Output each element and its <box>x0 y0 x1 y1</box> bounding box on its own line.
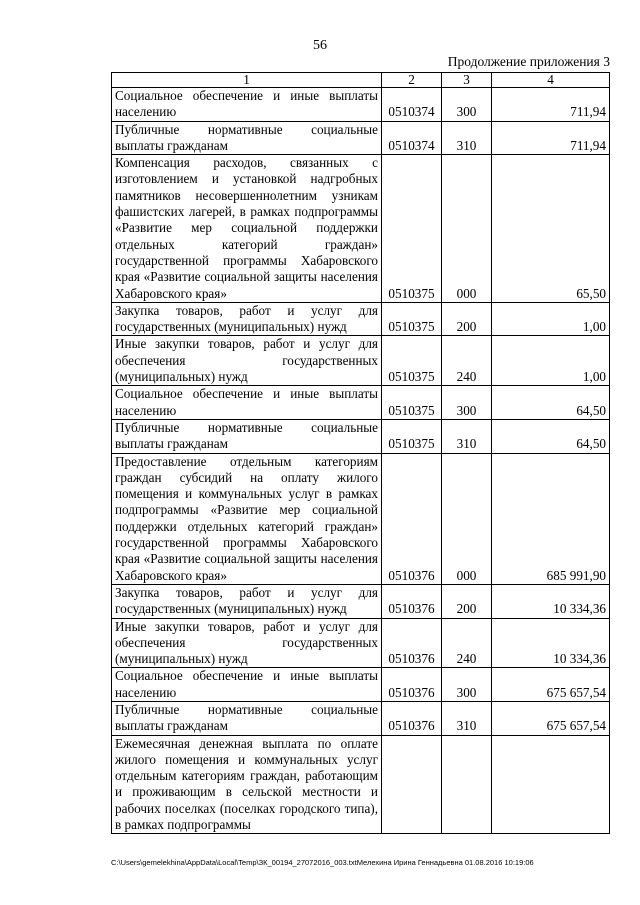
row-target-code: 0510375 <box>382 336 442 386</box>
row-amount: 711,94 <box>492 121 610 155</box>
row-name: Компенсация расходов, связанных с изготовлением и установкой надгробных памятников несовершеннолетним узникам фашистских лагерей, в рамках подпрограммы «Развитие мер социальной поддержки отдельных категорий граждан» государственной программы Хабаровского края «Развитие социальной защиты населения Хабаровского края» <box>112 155 382 303</box>
row-target-code: 0510375 <box>382 155 442 303</box>
row-expense-type: 310 <box>442 419 492 453</box>
row-amount: 1,00 <box>492 336 610 386</box>
row-amount: 65,50 <box>492 155 610 303</box>
row-name: Ежемесячная денежная выплата по оплате жилого помещения и коммунальных услуг отдельным категориям граждан, работающим и проживающим в сельской местности и рабочих поселках (поселках городского типа), в рамках подпрограммы <box>112 735 382 834</box>
table-body <box>112 88 610 834</box>
table-row <box>112 735 610 834</box>
row-name: Иные закупки товаров, работ и услуг для обеспечения государственных (муниципальных) нужд <box>112 336 382 386</box>
table-row <box>112 701 610 735</box>
footer-file-path: C:\Users\gemelekhina\AppData\Local\Temp\ЗК_00194_27072016_003.txtМелехина Ирина Геннадьевна 01.08.2016 10:19:06 <box>111 858 534 867</box>
row-target-code: 0510375 <box>382 419 442 453</box>
row-amount: 64,50 <box>492 419 610 453</box>
row-name: Иные закупки товаров, работ и услуг для обеспечения государственных (муниципальных) нужд <box>112 618 382 668</box>
row-name: Публичные нормативные социальные выплаты гражданам <box>112 419 382 453</box>
row-expense-type: 310 <box>442 701 492 735</box>
row-amount: 1,00 <box>492 302 610 336</box>
table-row <box>112 155 610 303</box>
table-row <box>112 302 610 336</box>
row-target-code: 0510375 <box>382 386 442 420</box>
row-expense-type: 240 <box>442 336 492 386</box>
row-name: Публичные нормативные социальные выплаты гражданам <box>112 121 382 155</box>
row-expense-type: 000 <box>442 155 492 303</box>
column-header-1: 1 <box>112 73 382 88</box>
budget-table <box>111 72 610 834</box>
row-target-code: 0510376 <box>382 453 442 584</box>
row-name: Социальное обеспечение и иные выплаты населению <box>112 668 382 702</box>
row-expense-type: 310 <box>442 121 492 155</box>
row-name: Закупка товаров, работ и услуг для государственных (муниципальных) нужд <box>112 584 382 618</box>
table-row <box>112 336 610 386</box>
row-expense-type: 000 <box>442 453 492 584</box>
table-row <box>112 386 610 420</box>
row-expense-type: 300 <box>442 88 492 122</box>
row-amount: 10 334,36 <box>492 584 610 618</box>
row-amount: 675 657,54 <box>492 701 610 735</box>
row-amount: 675 657,54 <box>492 668 610 702</box>
column-header-3: 3 <box>442 73 492 88</box>
row-expense-type: 300 <box>442 386 492 420</box>
table-row <box>112 584 610 618</box>
row-expense-type <box>442 735 492 834</box>
row-expense-type: 300 <box>442 668 492 702</box>
table-row <box>112 88 610 122</box>
row-name: Социальное обеспечение и иные выплаты населению <box>112 88 382 122</box>
row-amount <box>492 735 610 834</box>
row-target-code <box>382 735 442 834</box>
appendix-continuation-note: Продолжение приложения 3 <box>447 54 610 69</box>
row-expense-type: 240 <box>442 618 492 668</box>
row-target-code: 0510374 <box>382 121 442 155</box>
table-row <box>112 453 610 584</box>
row-amount: 64,50 <box>492 386 610 420</box>
row-name: Публичные нормативные социальные выплаты гражданам <box>112 701 382 735</box>
row-expense-type: 200 <box>442 302 492 336</box>
row-amount: 711,94 <box>492 88 610 122</box>
row-name: Закупка товаров, работ и услуг для государственных (муниципальных) нужд <box>112 302 382 336</box>
row-amount: 10 334,36 <box>492 618 610 668</box>
header-row <box>112 73 610 88</box>
table-header <box>112 73 610 88</box>
row-target-code: 0510376 <box>382 618 442 668</box>
row-target-code: 0510376 <box>382 668 442 702</box>
table-row <box>112 121 610 155</box>
row-name: Предоставление отдельным категориям граждан субсидий на оплату жилого помещения и коммунальных услуг в рамках подпрограммы «Развитие мер социальной поддержки отдельных категорий граждан» государственной программы Хабаровского края «Развитие социальной защиты населения Хабаровского края» <box>112 453 382 584</box>
table-row <box>112 668 610 702</box>
table-row <box>112 618 610 668</box>
table-row <box>112 419 610 453</box>
column-header-2: 2 <box>382 73 442 88</box>
row-target-code: 0510376 <box>382 701 442 735</box>
row-amount: 685 991,90 <box>492 453 610 584</box>
page-number: 56 <box>313 38 327 53</box>
row-target-code: 0510374 <box>382 88 442 122</box>
row-expense-type: 200 <box>442 584 492 618</box>
row-target-code: 0510376 <box>382 584 442 618</box>
row-target-code: 0510375 <box>382 302 442 336</box>
column-header-4: 4 <box>492 73 610 88</box>
row-name: Социальное обеспечение и иные выплаты населению <box>112 386 382 420</box>
